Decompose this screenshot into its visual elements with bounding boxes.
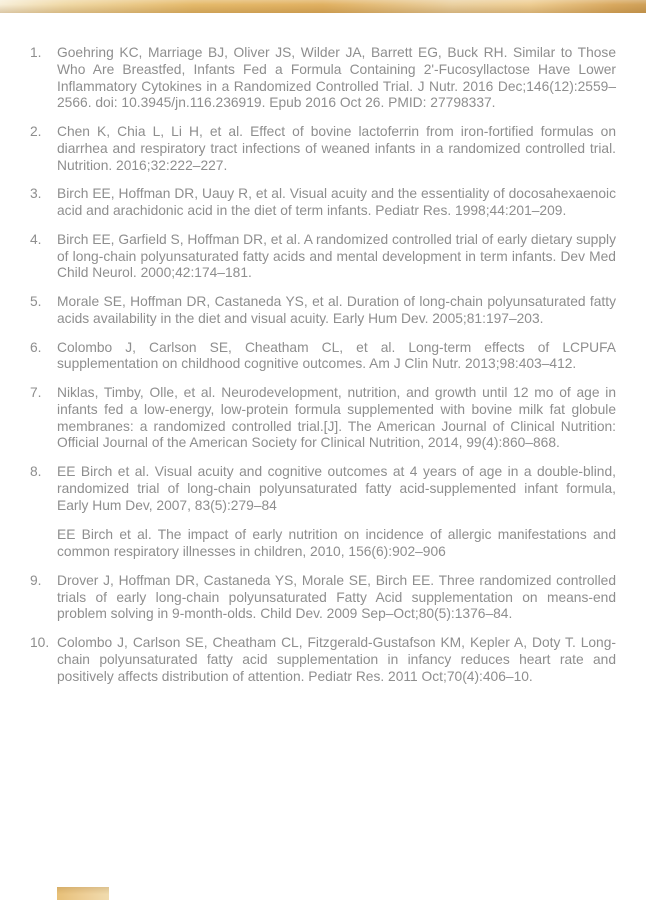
reference-paragraph: Colombo J, Carlson SE, Cheatham CL, Fitzgerald-Gustafson KM, Kepler A, Doty T. Long-chain polyunsaturated fatty acid supplementation in infancy reduces heart rate and positively affects distribution of attention. Pediatr Res. 2011 Oct;70(4):406–10. [57, 635, 616, 684]
reference-paragraph: EE Birch et al. Visual acuity and cognitive outcomes at 4 years of age in a double-blind, randomized trial of long-chain polyunsaturated fatty acid-supplemented infant formula, Early Hum Dev, 2007, 83(5):279–84 [57, 464, 616, 513]
reference-number: 10. [30, 635, 50, 650]
reference-number: 5. [30, 294, 42, 309]
reference-item [30, 186, 616, 220]
reference-item [30, 573, 616, 623]
reference-paragraph: Colombo J, Carlson SE, Cheatham CL, et al. Long-term effects of LCPUFA supplementation on childhood cognitive outcomes. Am J Clin Nutr. 2013;98:403–412. [57, 339, 616, 372]
reference-item [30, 124, 616, 174]
reference-item [30, 294, 616, 328]
reference-number: 2. [30, 124, 42, 139]
reference-item [30, 635, 616, 685]
reference-paragraph: Niklas, Timby, Olle, et al. Neurodevelopment, nutrition, and growth until 12 mo of age in infants fed a low-energy, low-protein formula supplemented with bovine milk fat globule membranes: a randomized controlled trial.[J]. The American Journal of Clinical Nutrition: Official Journal of the American Society for Clinical Nutrition, 2014, 99(4):860–868. [57, 385, 616, 451]
reference-number: 7. [30, 385, 42, 400]
reference-number: 8. [30, 464, 42, 479]
reference-paragraph: Morale SE, Hoffman DR, Castaneda YS, et al. Duration of long-chain polyunsaturated fatty acids availability in the diet and visual acuity. Early Hum Dev. 2005;81:197–203. [57, 294, 616, 326]
reference-item [30, 232, 616, 282]
reference-item [30, 340, 616, 374]
reference-text [57, 232, 616, 282]
reference-text [57, 464, 616, 561]
reference-paragraph: Drover J, Hoffman DR, Castaneda YS, Morale SE, Birch EE. Three randomized controlled trials of early long-chain polyunsaturated Fatty Acid supplementation on means-end problem solving in 9-month-olds. Child Dev. 2009 Sep–Oct;80(5):1376–84. [57, 572, 616, 622]
reference-text [57, 124, 616, 174]
reference-number: 6. [30, 339, 42, 355]
reference-number: 3. [30, 186, 42, 202]
reference-paragraph: Birch EE, Hoffman DR, Uauy R, et al. Visual acuity and the essentiality of docosahexaenoic acid and arachidonic acid in the diet of term infants. Pediatr Res. 1998;44:201–209. [57, 186, 616, 218]
reference-text [57, 635, 616, 685]
reference-number: 4. [30, 231, 42, 247]
reference-number: 1. [30, 45, 42, 60]
reference-paragraph: EE Birch et al. The impact of early nutrition on incidence of allergic manifestations and common respiratory illnesses in children, 2010, 156(6):902–906 [57, 527, 616, 559]
reference-paragraph: Birch EE, Garfield S, Hoffman DR, et al. A randomized controlled trial of early dietary supply of long-chain polyunsaturated fatty acids and mental development in term infants. Dev Med Child Neurol. 2000;42:174–181. [57, 231, 616, 281]
reference-item [30, 385, 616, 452]
reference-text [57, 573, 616, 623]
reference-text [57, 294, 616, 328]
reference-item [30, 45, 616, 112]
reference-paragraph: Chen K, Chia L, Li H, et al. Effect of bovine lactoferrin from iron-fortified formulas on diarrhea and respiratory tract infections of weaned infants in a randomized controlled trial. Nutrition. 2016;32:222–227. [57, 124, 616, 173]
reference-number: 9. [30, 572, 42, 588]
reference-text [57, 385, 616, 452]
bottom-accent-mark [57, 887, 109, 900]
reference-text [57, 186, 616, 220]
reference-text [57, 45, 616, 112]
reference-text [57, 340, 616, 374]
top-accent-bar [0, 0, 646, 13]
reference-item [30, 464, 616, 561]
reference-list [30, 45, 616, 697]
reference-paragraph: Goehring KC, Marriage BJ, Oliver JS, Wilder JA, Barrett EG, Buck RH. Similar to Those Who Are Breastfed, Infants Fed a Formula Containing 2'-Fucosyllactose Have Lower Inflammatory Cytokines in a Randomized Controlled Trial. J Nutr. 2016 Dec;146(12):2559–2566. doi: 10.3945/jn.116.236919. Epub 2016 Oct 26. PMID: 27798337. [57, 45, 616, 111]
